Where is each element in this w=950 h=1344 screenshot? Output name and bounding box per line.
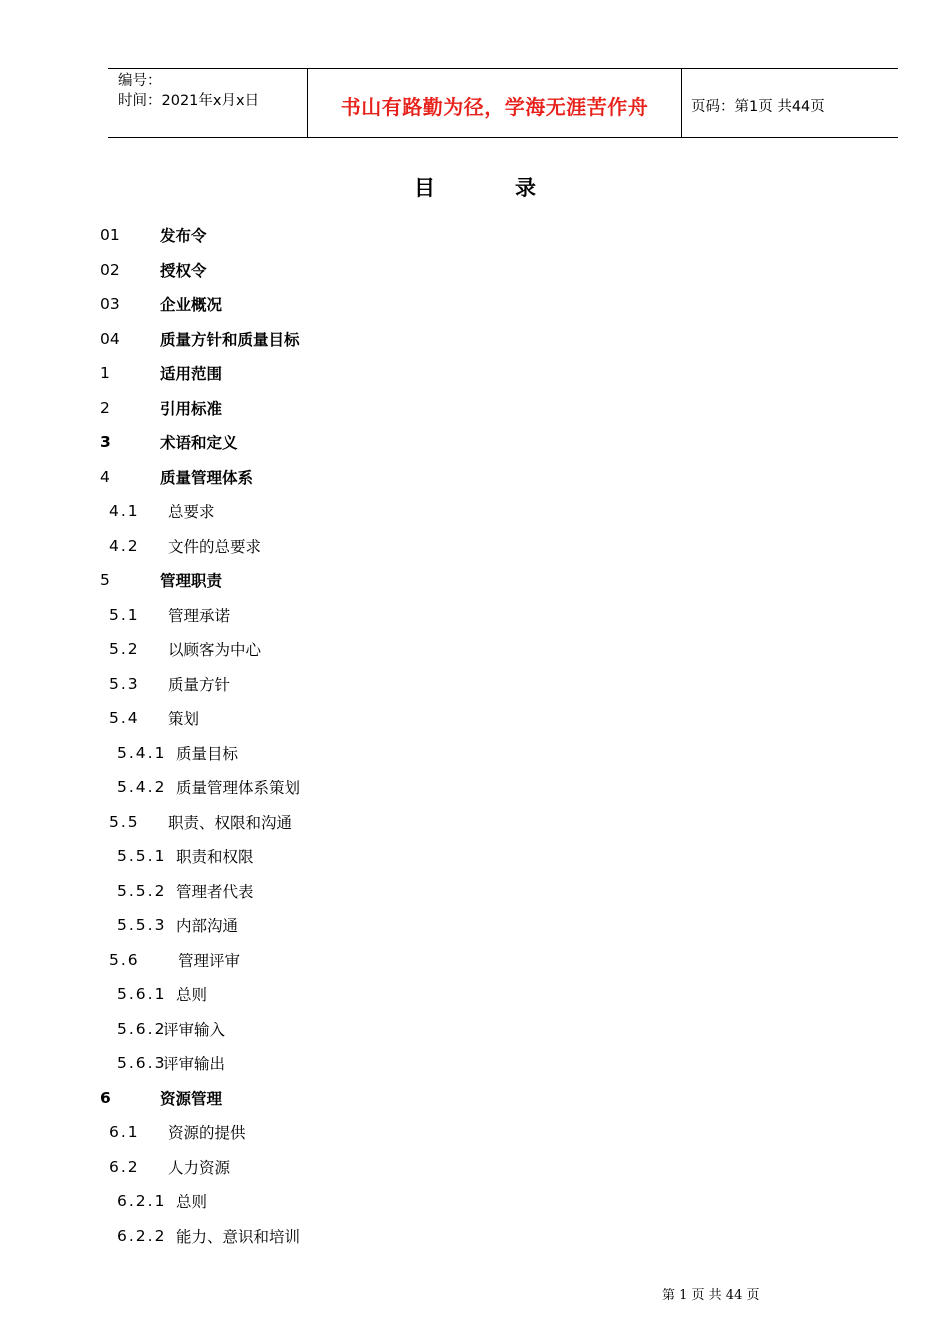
toc-entry xyxy=(0,667,950,702)
toc-entry xyxy=(0,391,950,426)
toc-entry-number: 5.4 xyxy=(109,709,140,728)
toc-entry-number: 4 xyxy=(100,467,110,486)
toc-entry-number: 5.2 xyxy=(109,640,140,659)
toc-entry-title: 适用范围 xyxy=(160,365,223,384)
toc-entry xyxy=(0,1115,950,1150)
toc-entry-title: 授权令 xyxy=(160,261,207,280)
toc-entry-title: 术语和定义 xyxy=(160,434,238,453)
document-number-label: 编号： xyxy=(118,73,162,89)
toc-entry xyxy=(0,1081,950,1116)
toc-entry-number: 5.6.2 xyxy=(117,1019,167,1038)
toc-entry-title: 质量管理体系 xyxy=(160,468,254,487)
toc-entry-number: 5.5.3 xyxy=(117,916,167,935)
toc-entry-title: 职责和权限 xyxy=(176,848,254,867)
toc-entry-number: 02 xyxy=(100,260,120,279)
toc-entry-title: 资源管理 xyxy=(160,1089,223,1108)
toc-entry xyxy=(0,977,950,1012)
toc-entry-title: 质量方针 xyxy=(168,675,231,694)
toc-entry-title: 内部沟通 xyxy=(176,917,239,936)
page-footer: 第 1 页 共 44 页 xyxy=(662,1288,760,1303)
toc-entry-title: 管理者代表 xyxy=(176,882,254,901)
toc-entry-number: 03 xyxy=(100,295,120,314)
toc-title xyxy=(0,172,950,202)
toc-entry xyxy=(0,598,950,633)
toc-entry-number: 3 xyxy=(100,433,111,452)
toc-entry-title: 管理承诺 xyxy=(168,606,231,625)
toc-entry xyxy=(0,805,950,840)
toc-entry xyxy=(0,287,950,322)
document-time-label: 时间：2021年x月x日 xyxy=(118,93,260,109)
toc-entry-title: 质量方针和质量目标 xyxy=(160,330,300,349)
toc-entry-title: 企业概况 xyxy=(160,296,223,315)
toc-entry-number: 5.4.1 xyxy=(117,743,167,762)
toc-entry-number: 5.6 xyxy=(109,950,140,969)
toc-entry xyxy=(0,701,950,736)
toc-entry-number: 04 xyxy=(100,329,120,348)
toc-entry xyxy=(0,908,950,943)
toc-entry-title: 管理评审 xyxy=(178,951,241,970)
toc-entry xyxy=(0,1012,950,1047)
toc-entry-title: 总则 xyxy=(176,1193,208,1212)
toc-entry xyxy=(0,632,950,667)
toc-entry-number: 5 xyxy=(100,571,110,590)
header-page-info: 页码：第1页 共44页 xyxy=(691,98,825,115)
toc-entry xyxy=(0,1184,950,1219)
toc-entry xyxy=(0,736,950,771)
toc-entry xyxy=(0,839,950,874)
toc-entry-title: 策划 xyxy=(168,710,200,729)
toc-entry-number: 4.2 xyxy=(109,536,140,555)
header-motto-cell xyxy=(308,69,682,137)
toc-entry xyxy=(0,770,950,805)
toc-entry xyxy=(0,1046,950,1081)
toc-entry-number: 6 xyxy=(100,1088,111,1107)
toc-entry-title: 职责、权限和沟通 xyxy=(168,813,293,832)
toc-entry-number: 5.5.2 xyxy=(117,881,167,900)
toc-entry xyxy=(0,356,950,391)
toc-entry xyxy=(0,322,950,357)
header-meta-cell xyxy=(108,69,308,137)
toc-entry xyxy=(0,460,950,495)
toc-entry-title: 发布令 xyxy=(160,227,207,246)
toc-entry-title: 质量目标 xyxy=(176,744,239,763)
toc-entry-title: 资源的提供 xyxy=(168,1124,246,1143)
toc-entry-title: 总则 xyxy=(176,986,208,1005)
toc-entry-number: 6.1 xyxy=(109,1123,140,1142)
toc-entry xyxy=(0,943,950,978)
page-header xyxy=(108,68,898,138)
table-of-contents xyxy=(0,218,950,1253)
toc-entry xyxy=(0,874,950,909)
toc-entry-number: 5.1 xyxy=(109,605,140,624)
toc-entry-title: 以顾客为中心 xyxy=(168,641,262,660)
toc-entry-title: 人力资源 xyxy=(168,1158,231,1177)
header-motto: 书山有路勤为径，学海无涯苦作舟 xyxy=(340,94,649,119)
toc-entry xyxy=(0,563,950,598)
toc-entry-title: 引用标准 xyxy=(160,399,223,418)
toc-entry xyxy=(0,529,950,564)
toc-entry-title: 总要求 xyxy=(168,503,215,522)
toc-entry xyxy=(0,253,950,288)
toc-entry-number: 2 xyxy=(100,398,110,417)
toc-entry-number: 6.2.2 xyxy=(117,1226,167,1245)
toc-entry xyxy=(0,1219,950,1254)
toc-entry-title: 管理职责 xyxy=(160,572,223,591)
toc-entry-number: 5.4.2 xyxy=(117,778,167,797)
header-page-cell xyxy=(682,69,898,137)
toc-entry-number: 5.3 xyxy=(109,674,140,693)
toc-entry-number: 6.2.1 xyxy=(117,1192,167,1211)
toc-entry-number: 01 xyxy=(100,226,120,245)
toc-entry xyxy=(0,494,950,529)
toc-entry-title: 质量管理体系策划 xyxy=(176,779,301,798)
toc-entry xyxy=(0,1150,950,1185)
toc-entry-title: 文件的总要求 xyxy=(168,537,262,556)
toc-entry-number: 5.6.3 xyxy=(117,1054,167,1073)
toc-entry-number: 4.1 xyxy=(109,502,140,521)
toc-entry-number: 1 xyxy=(100,364,110,383)
toc-entry-title: 评审输入 xyxy=(163,1020,226,1039)
toc-entry xyxy=(0,425,950,460)
toc-entry xyxy=(0,218,950,253)
toc-entry-title: 评审输出 xyxy=(163,1055,226,1074)
toc-title-right: 录 xyxy=(515,176,536,200)
toc-entry-number: 6.2 xyxy=(109,1157,140,1176)
toc-entry-number: 5.5.1 xyxy=(117,847,167,866)
toc-entry-number: 5.6.1 xyxy=(117,985,167,1004)
toc-entry-title: 能力、意识和培训 xyxy=(176,1227,301,1246)
toc-title-left: 目 xyxy=(414,176,435,200)
toc-entry-number: 5.5 xyxy=(109,812,140,831)
